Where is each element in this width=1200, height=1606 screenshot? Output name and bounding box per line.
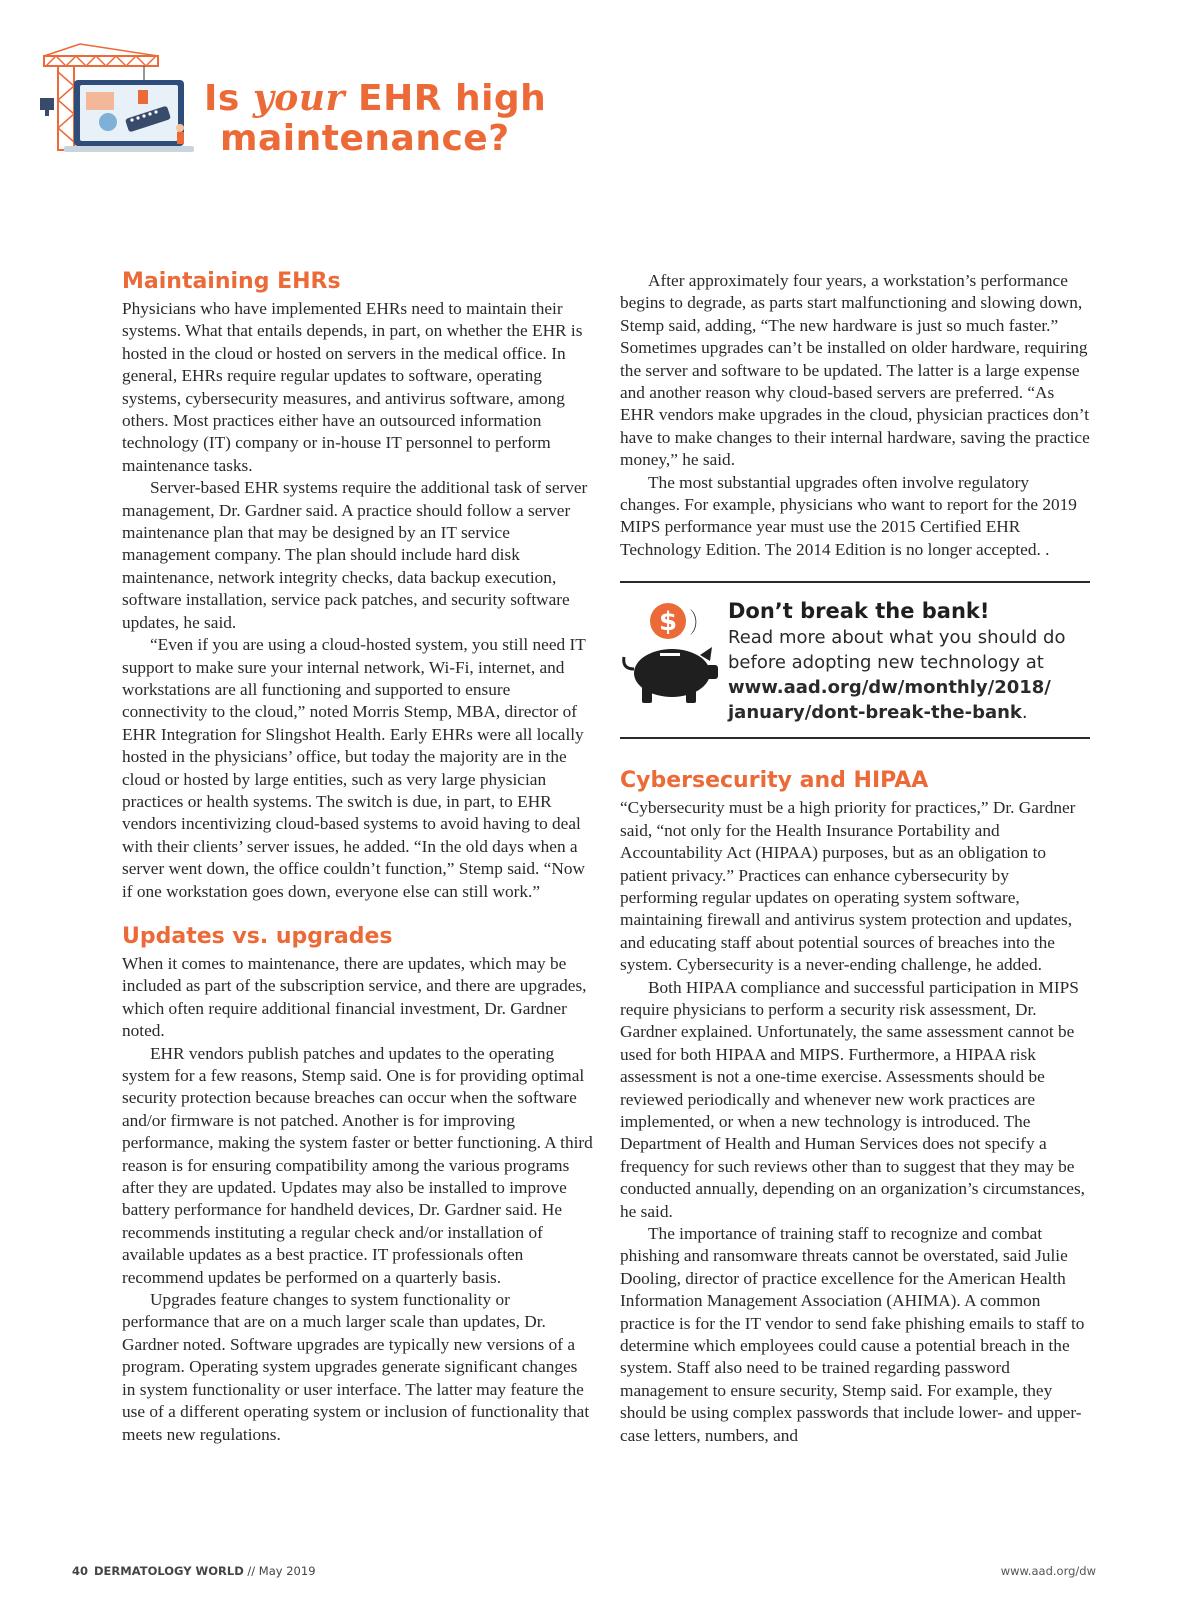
heading-updates-vs-upgrades: Updates vs. upgrades <box>122 923 393 949</box>
callout-period: . <box>1021 702 1028 724</box>
heading-cybersecurity-hipaa: Cybersecurity and HIPAA <box>620 768 929 794</box>
paragraph: After approximately four years, a workstation’s performance begins to degrade, as parts start malfunctioning and slowing down, Stemp said, adding, “The new hardware is just so much faster.” Sometimes upgrades can’t be installed on older hardware, requiring the server and software to be updated. The latter is a large expense and another reason why cloud-based servers are preferred. “As EHR vendors make upgrades in the cloud, physician practices don’t have to make changes to their internal hardware, saving the practice money,” he said. <box>620 271 1090 470</box>
issue-date: // May 2019 <box>243 1564 316 1578</box>
crane-computer-illustration-icon <box>40 42 200 158</box>
headline-prefix: Is <box>204 78 253 119</box>
right-column <box>620 270 1090 1447</box>
paragraph: The most substantial upgrades often involve regulatory changes. For example, physicians who want to report for the 2019 MIPS performance year must use the 2015 Certified EHR Technology Edition. The 2014 Edition is no longer accepted. . <box>620 472 1077 559</box>
piggy-bank-dollar-icon <box>620 599 720 709</box>
dollar-glyph: $ <box>658 607 678 638</box>
paragraph: “Cybersecurity must be a high priority for practices,” Dr. Gardner said, “not only for the Health Insurance Portability and Accountability Act (HIPAA) purposes, but as an obligation to patient privacy.” Practices can enhance cybersecurity by performing regular updates on operating system software, maintaining firewall and antivirus system protection and updates, and educating staff about potential sources of breaches into the system. Cybersecurity is a never-ending challenge, he added. <box>620 798 1076 975</box>
paragraph: EHR vendors publish patches and updates to the operating system for a few reasons, Stemp said. One is for providing optimal security protection because breaches can occur when the software and/or firmware is not patched. Another is for improving performance, making the system faster or better functioning. A third reason is for ensuring compatibility among the various programs after they are updated. Updates may also be installed to improve battery performance for handheld devices, Dr. Gardner said. He recommends instituting a regular check and/or installation of available updates as a best practice. IT professionals often recommend updates be performed on a quarterly basis. <box>122 1043 593 1287</box>
paragraph: “Even if you are using a cloud-hosted system, you still need IT support to make sure your internal network, Wi-Fi, internet, and workstations are all functioning and supported to ensure connectivity to the cloud,” noted Morris Stemp, MBA, director of EHR Integration for Slingshot Health. Early EHRs were all locally hosted in the physicians’ office, but today the majority are in the cloud or hosted by large entities, such as very large physician practices or health systems. The switch is due, in part, to EHR vendors incentivizing cloud-based systems to avoid having to deal with their clients’ server issues, he added. “In the old days when a server went down, the office couldn’t function,” Stemp said. “Now if one workstation goes down, everyone else can still work.” <box>122 635 586 901</box>
callout-title: Don’t break the bank! <box>728 599 990 624</box>
left-column <box>122 268 594 1446</box>
callout-text <box>728 597 1078 725</box>
headline-your: your <box>252 77 345 119</box>
callout-link[interactable]: www.aad.org/dw/monthly/2018/ january/dont-break-the-bank <box>728 677 1051 724</box>
headline-line-2: maintenance? <box>220 118 510 159</box>
paragraph: Upgrades feature changes to system functionality or performance that are on a much larger scale than updates, Dr. Gardner noted. Software upgrades are typically new versions of a program. Operating system upgrades generate significant changes in system functionality or user interface. The latter may feature the use of a different operating system or inclusion of functionality that meets new regulations. <box>122 1290 590 1444</box>
paragraph: When it comes to maintenance, there are updates, which may be included as part of the subscription service, and there are upgrades, which often require additional financial investment, Dr. Gardner noted. <box>122 953 587 1041</box>
callout-body: Read more about what you should do before adopting new technology at <box>728 627 1066 674</box>
paragraph: Physicians who have implemented EHRs need to maintain their systems. What that entails depends, in part, on whether the EHR is hosted in the cloud or hosted on servers in the medical office. In general, EHRs require regular updates to software, operating systems, cybersecurity measures, and antivirus software, among others. Most practices either have an outsourced information technology (IT) company or in-house IT personnel to perform maintenance tasks. <box>122 299 583 475</box>
footer-url[interactable]: www.aad.org/dw <box>1000 1564 1096 1578</box>
paragraph: Server-based EHR systems require the additional task of server management, Dr. Gardner said. A practice should follow a server maintenance plan that may be designed by an IT service management company. The plan should include hard disk maintenance, network integrity checks, data backup execution, software installation, service pack patches, and security software updates, he said. <box>122 478 588 632</box>
headline-rest: EHR high <box>344 78 547 119</box>
dont-break-the-bank-callout <box>620 581 1090 739</box>
heading-maintaining-ehrs: Maintaining EHRs <box>122 269 341 294</box>
magazine-name: DERMATOLOGY WORLD <box>94 1564 244 1578</box>
page-number: 40 <box>72 1564 89 1578</box>
paragraph: The importance of training staff to recognize and combat phishing and ransomware threats cannot be overstated, said Julie Dooling, director of practice excellence for the American Health Information Management Association (AHIMA). A common practice is for the IT vendor to send fake phishing emails to staff to determine which employees could cause a potential breach in the system. Staff also need to be trained regarding password management to ensure security, Stemp said. For example, they should be using complex passwords that include lower- and upper-case letters, numbers, and <box>620 1224 1085 1445</box>
footer-left <box>72 1564 316 1578</box>
paragraph: Both HIPAA compliance and successful participation in MIPS require physicians to perform a security risk assessment, Dr. Gardner explained. Unfortunately, the same assessment cannot be used for both HIPAA and MIPS. Furthermore, a HIPAA risk assessment is not a one-time exercise. Assessments should be reviewed periodically and whenever new work practices are implemented, or when a new technology is introduced. The Department of Health and Human Services does not specify a frequency for such reviews other than to suggest that they may be conducted annually, depending on an organization’s circumstances, he said. <box>620 977 1086 1221</box>
headline <box>204 78 546 159</box>
